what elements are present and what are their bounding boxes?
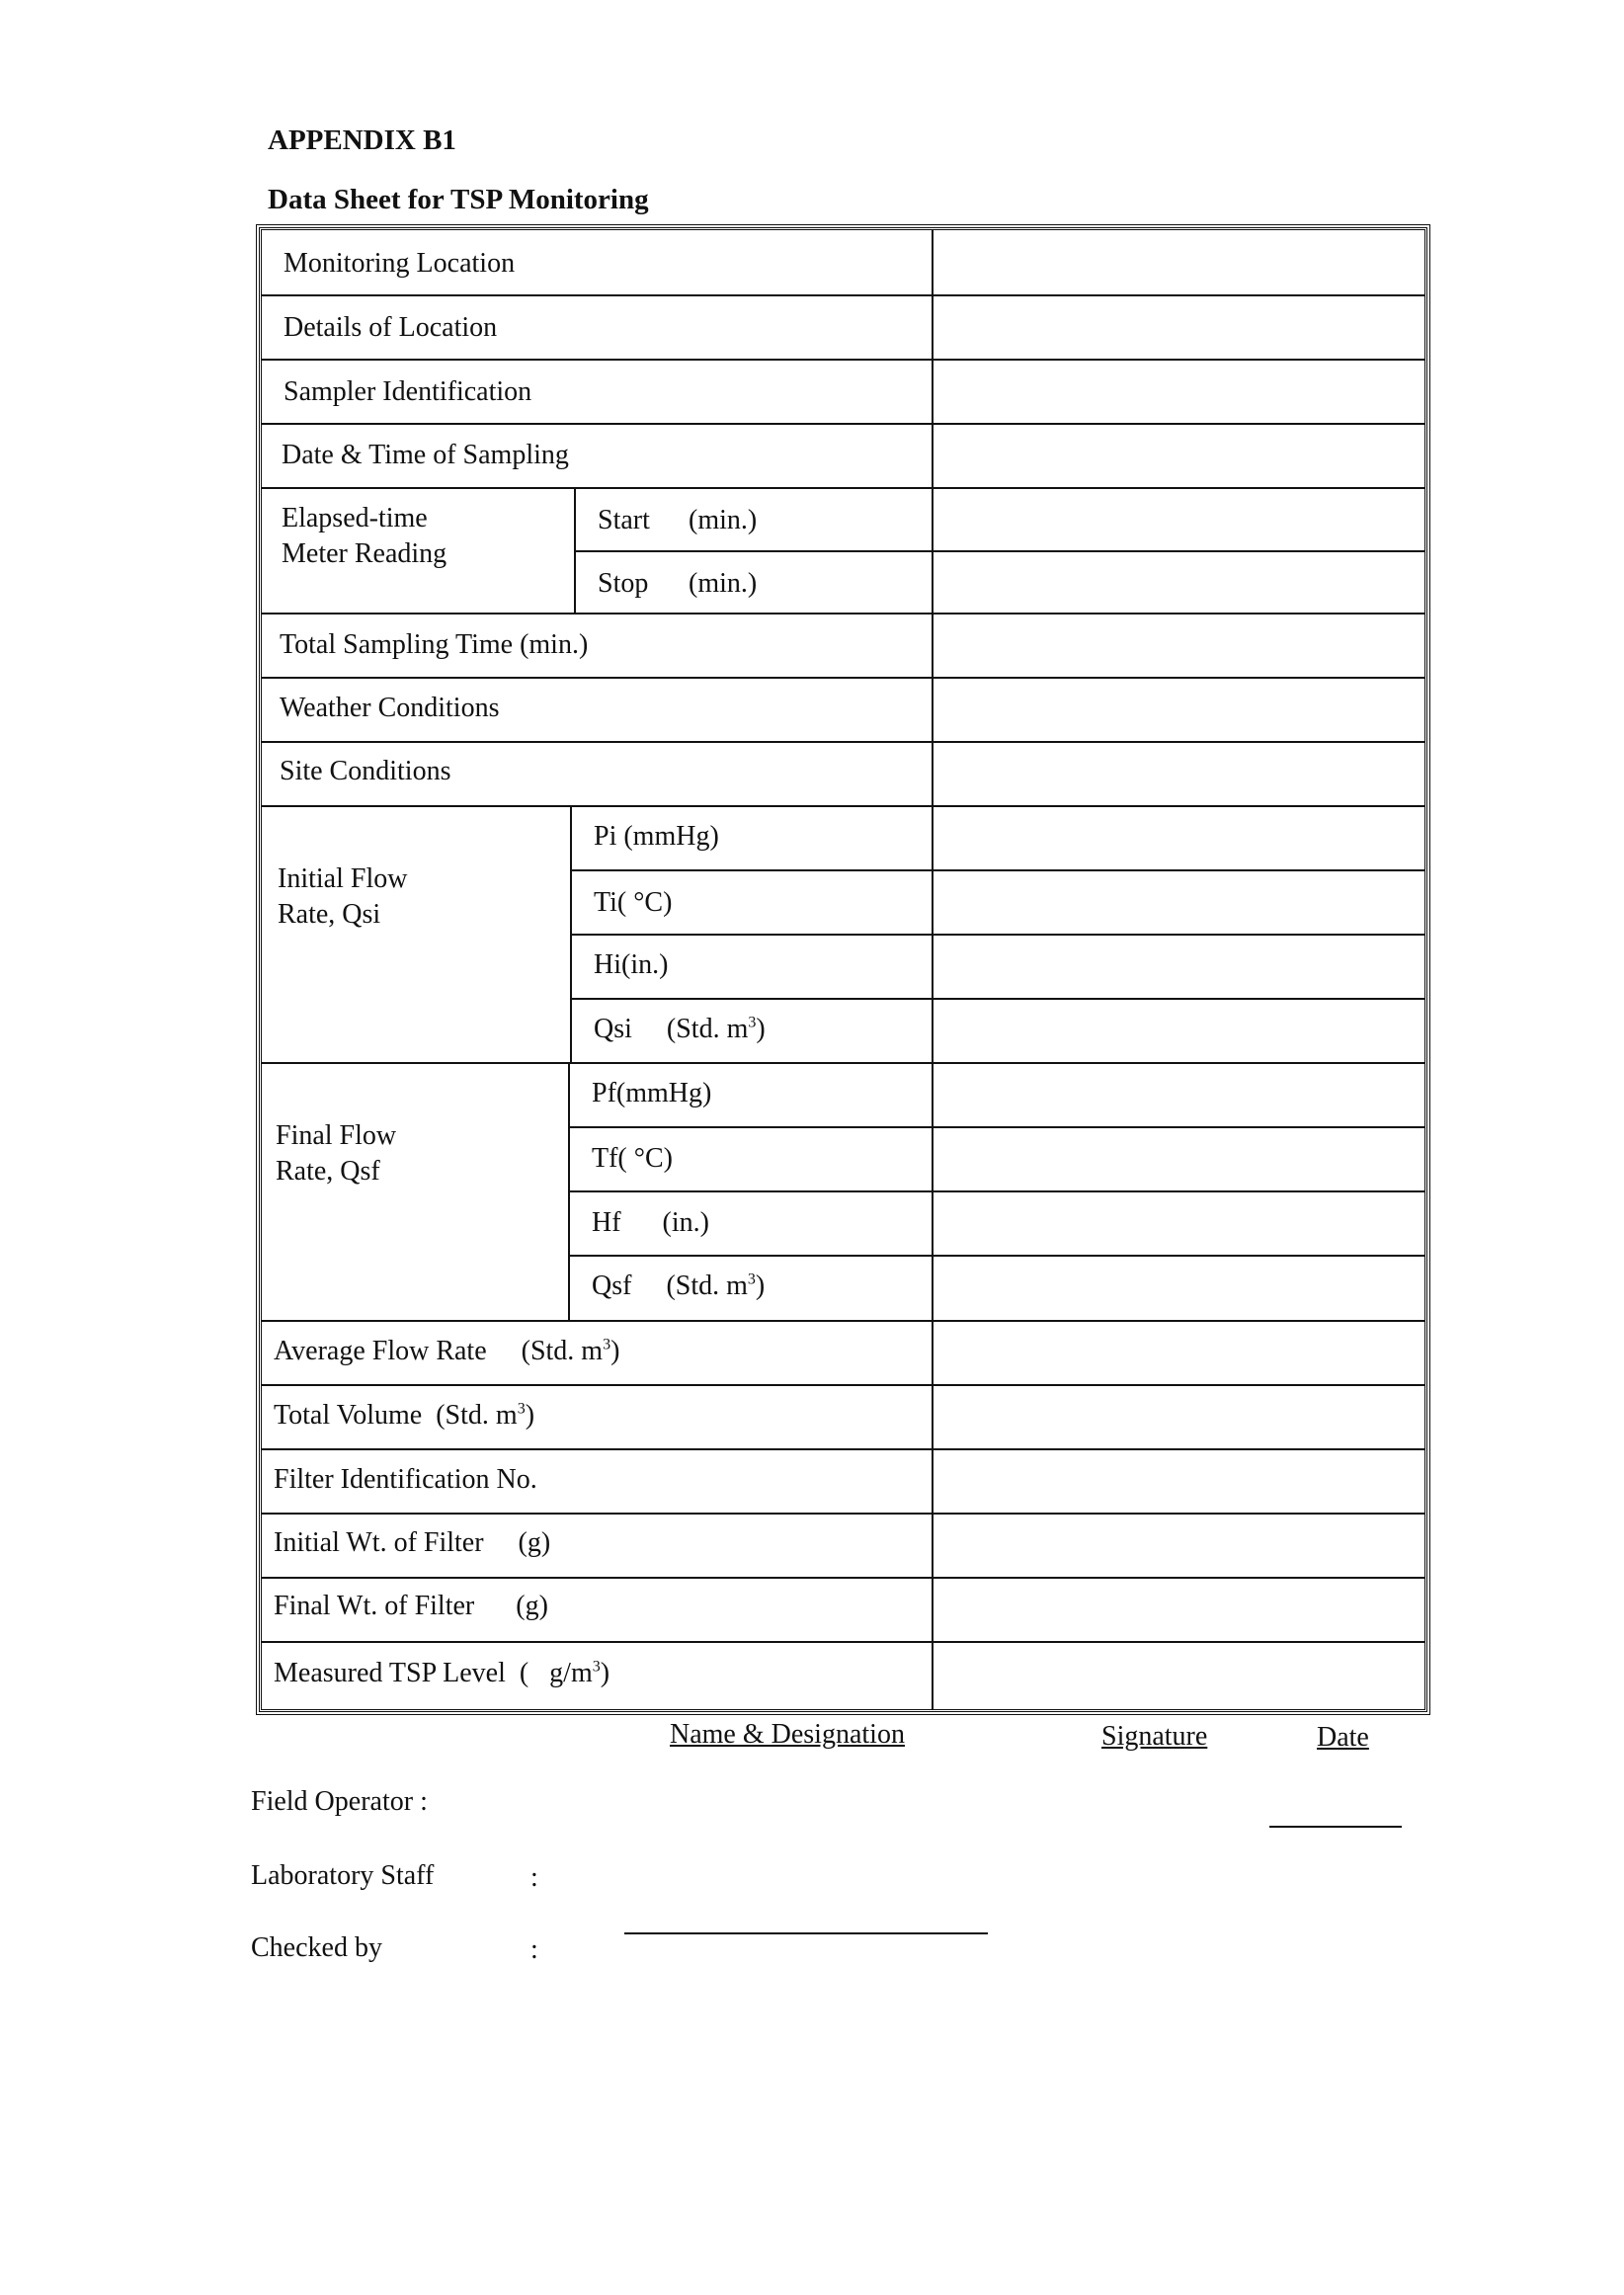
input-monitoring-location[interactable] xyxy=(935,230,1424,294)
superscript: 3 xyxy=(747,1270,756,1288)
input-final-wt-filter[interactable] xyxy=(935,1579,1424,1641)
checked-by-name-line[interactable] xyxy=(624,1932,988,1934)
label-pi: Pi (mmHg) xyxy=(594,821,719,852)
input-ti[interactable] xyxy=(935,871,1424,934)
sheet-title: Data Sheet for TSP Monitoring xyxy=(268,184,649,215)
label-text: Measured TSP Level ( g/m xyxy=(274,1658,593,1688)
label-start-unit: (min.) xyxy=(689,505,758,535)
label-rate-qsi: Rate, Qsi xyxy=(278,899,381,930)
label-tail: ) xyxy=(756,1014,766,1044)
label-rate-qsf: Rate, Qsf xyxy=(276,1156,380,1187)
input-qsf[interactable] xyxy=(935,1257,1424,1320)
label-hf: Hf (in.) xyxy=(592,1207,709,1238)
superscript: 3 xyxy=(592,1658,601,1676)
input-tf[interactable] xyxy=(935,1128,1424,1190)
colon-laboratory-staff: : xyxy=(530,1862,538,1893)
label-qsi-text: Qsi (Std. m xyxy=(594,1014,749,1044)
label-laboratory-staff: Laboratory Staff xyxy=(251,1860,435,1891)
tsp-data-table xyxy=(259,227,1427,1712)
input-site-conditions[interactable] xyxy=(935,743,1424,805)
label-elapsed-time: Elapsed-time xyxy=(282,503,428,533)
input-total-sampling-time[interactable] xyxy=(935,615,1424,677)
label-tail: ) xyxy=(600,1658,610,1688)
input-stop[interactable] xyxy=(935,552,1424,613)
label-qsf-text: Qsf (Std. m xyxy=(592,1270,748,1301)
label-hi: Hi(in.) xyxy=(594,949,669,980)
input-start[interactable] xyxy=(935,489,1424,550)
input-total-volume[interactable] xyxy=(935,1386,1424,1448)
label-start: Start xyxy=(598,505,650,535)
column-divider xyxy=(932,230,934,1709)
input-sampler-identification[interactable] xyxy=(935,361,1424,423)
label-average-flow-rate xyxy=(274,1335,619,1368)
label-qsf xyxy=(592,1270,765,1303)
label-tail: ) xyxy=(610,1336,620,1366)
input-pi[interactable] xyxy=(935,807,1424,869)
label-final-wt-filter: Final Wt. of Filter (g) xyxy=(274,1591,548,1621)
label-weather-conditions: Weather Conditions xyxy=(280,693,500,723)
label-ti: Ti( °C) xyxy=(594,887,673,918)
label-tail: ) xyxy=(525,1400,535,1431)
appendix-title: APPENDIX B1 xyxy=(268,124,456,156)
label-monitoring-location: Monitoring Location xyxy=(284,248,516,279)
superscript: 3 xyxy=(517,1400,526,1418)
label-details-of-location: Details of Location xyxy=(284,312,498,343)
input-hi[interactable] xyxy=(935,936,1424,998)
input-hf[interactable] xyxy=(935,1192,1424,1255)
label-stop-unit: (min.) xyxy=(689,568,758,599)
input-details-of-location[interactable] xyxy=(935,296,1424,359)
label-field-operator: Field Operator : xyxy=(251,1786,428,1817)
label-stop: Stop xyxy=(598,568,649,599)
label-text: Average Flow Rate (Std. m xyxy=(274,1336,604,1366)
label-checked-by: Checked by xyxy=(251,1932,382,1963)
label-initial-wt-filter: Initial Wt. of Filter (g) xyxy=(274,1527,551,1558)
label-site-conditions: Site Conditions xyxy=(280,756,451,786)
label-date-time-sampling: Date & Time of Sampling xyxy=(282,440,569,470)
label-text: Total Volume (Std. m xyxy=(274,1400,518,1431)
input-qsi[interactable] xyxy=(935,1000,1424,1062)
label-pf: Pf(mmHg) xyxy=(592,1078,712,1108)
label-total-sampling-time: Total Sampling Time (min.) xyxy=(280,629,589,660)
label-meter-reading: Meter Reading xyxy=(282,538,447,569)
label-qsi xyxy=(594,1013,766,1046)
label-sampler-identification: Sampler Identification xyxy=(284,376,532,407)
input-initial-wt-filter[interactable] xyxy=(935,1515,1424,1577)
column-header-name-designation: Name & Designation xyxy=(670,1719,905,1750)
label-final-flow: Final Flow xyxy=(276,1120,397,1151)
input-date-time-sampling[interactable] xyxy=(935,425,1424,487)
input-filter-identification[interactable] xyxy=(935,1450,1424,1513)
label-total-volume xyxy=(274,1399,534,1433)
label-tf: Tf( °C) xyxy=(592,1143,673,1174)
column-header-date: Date xyxy=(1317,1722,1369,1753)
input-weather-conditions[interactable] xyxy=(935,679,1424,741)
input-measured-tsp-level[interactable] xyxy=(935,1643,1424,1709)
input-average-flow-rate[interactable] xyxy=(935,1322,1424,1384)
input-pf[interactable] xyxy=(935,1064,1424,1126)
label-measured-tsp-level xyxy=(274,1657,609,1690)
label-filter-identification: Filter Identification No. xyxy=(274,1464,537,1495)
superscript: 3 xyxy=(603,1336,611,1353)
colon-checked-by: : xyxy=(530,1934,538,1965)
field-operator-date-line[interactable] xyxy=(1269,1826,1402,1828)
column-header-signature: Signature xyxy=(1101,1721,1208,1752)
label-initial-flow: Initial Flow xyxy=(278,863,408,894)
superscript: 3 xyxy=(748,1014,757,1031)
label-tail: ) xyxy=(755,1270,766,1301)
